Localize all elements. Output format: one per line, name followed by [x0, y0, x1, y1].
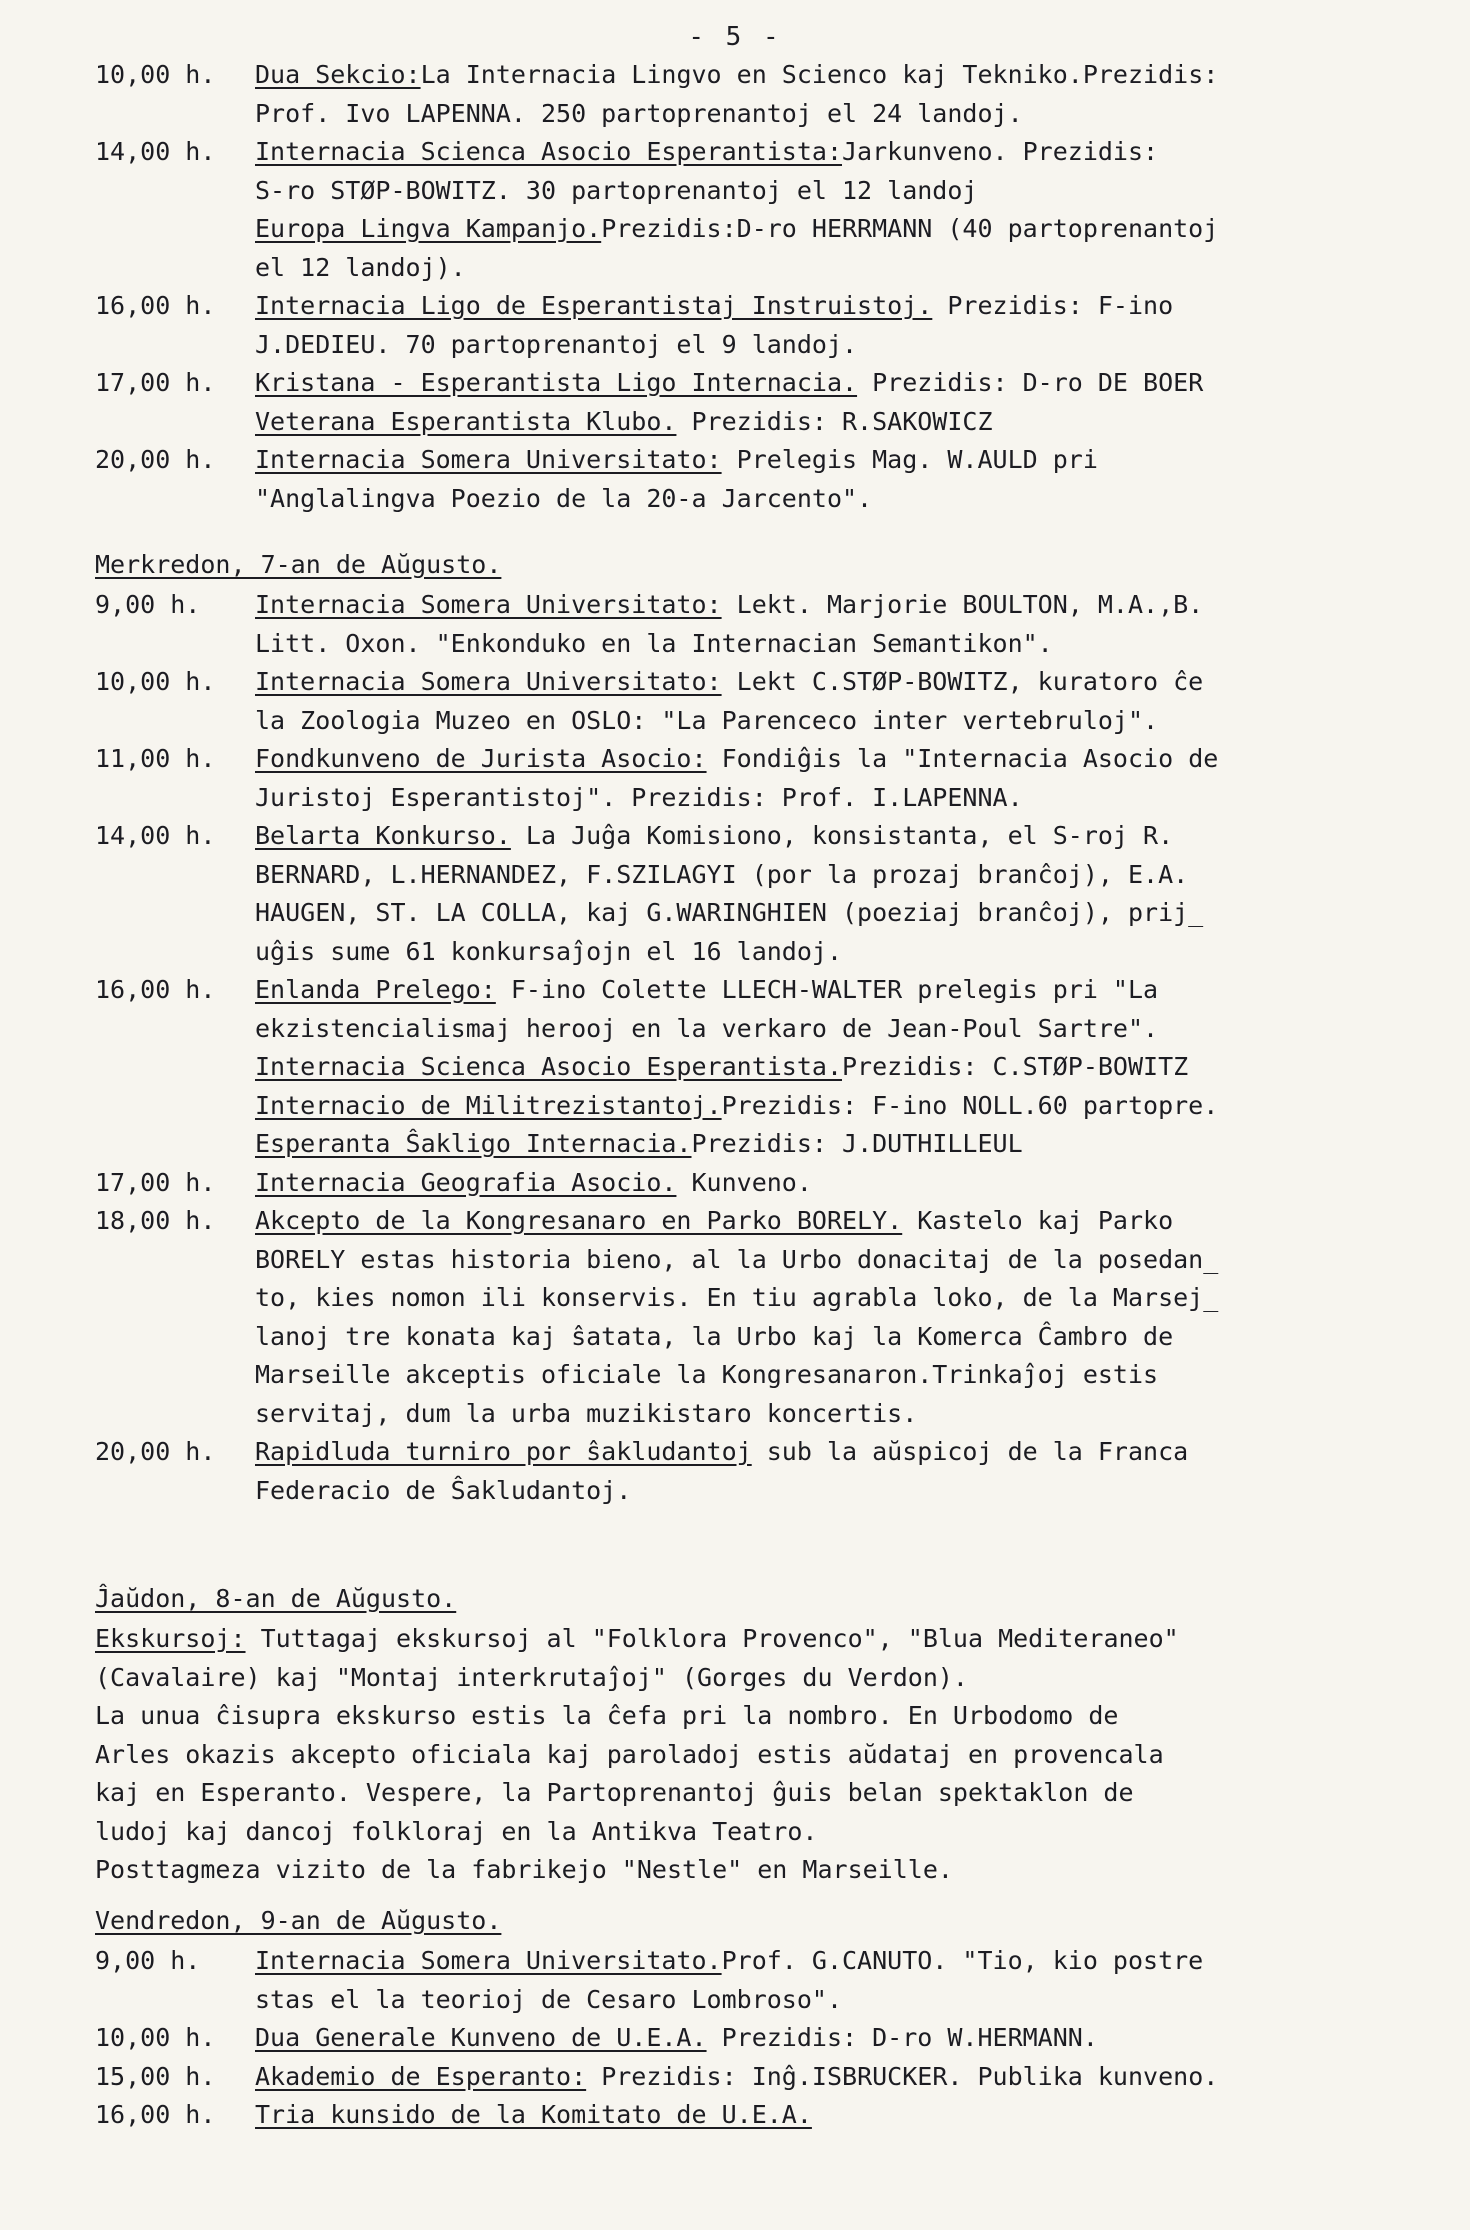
schedule-line: [95, 1472, 1415, 1511]
thursday-heading: Ĵaŭdon, 8-an de Aŭgusto.: [95, 1584, 457, 1613]
schedule-line: [95, 172, 1415, 211]
event-text: Prezidis: R.SAKOWICZ: [676, 406, 993, 436]
thursday-line: Posttagmeza vizito de la fabrikejo "Nestle" en Marseille.: [95, 1855, 953, 1884]
event-text: Prof. Ivo LAPENNA. 250 partoprenantoj el 24 landoj.: [255, 98, 1023, 128]
event-title: Europa Lingva Kampanjo.: [255, 214, 602, 243]
schedule-line: [95, 1010, 1415, 1049]
event-text: Prezidis: D-ro DE BOER: [857, 368, 1204, 397]
schedule-line: [95, 933, 1415, 972]
schedule-line: [95, 133, 1415, 172]
time-label: 9,00 h.: [95, 590, 201, 619]
schedule-line: [95, 364, 1415, 403]
event-title: Internacia Geografia Asocio.: [255, 1167, 677, 1197]
event-text: Prezidis: D-ro W.HERMANN.: [706, 2023, 1098, 2052]
event-text: BERNARD, L.HERNANDEZ, F.SZILAGYI (por la prozaj branĉoj), E.A.: [255, 859, 1189, 889]
event-title: Internacia Somera Universitato.: [255, 1946, 722, 1975]
event-text: lanoj tre konata kaj ŝatata, la Urbo kaj la Komerca Ĉambro de: [255, 1321, 1174, 1351]
time-label: 20,00 h.: [95, 445, 216, 474]
schedule-line: [95, 249, 1415, 288]
time-label: 15,00 h.: [95, 2061, 216, 2091]
event-title: Internacia Scienca Asocio Esperantista:: [255, 137, 842, 166]
event-text: La Internacia Lingvo en Scienco kaj Tekniko.Prezidis:: [420, 60, 1219, 89]
event-text: Jarkunveno. Prezidis:: [842, 137, 1159, 166]
time-label: 20,00 h.: [95, 1437, 216, 1466]
time-label: 16,00 h.: [95, 975, 216, 1004]
schedule-line: [95, 1981, 1415, 2020]
schedule-line: [95, 56, 1415, 95]
schedule-line: [95, 740, 1415, 779]
event-title: Rapidluda turniro por ŝakludantoj: [255, 1437, 752, 1466]
schedule-line: [95, 625, 1415, 664]
friday-heading: Vendredon, 9-an de Aŭgusto.: [95, 1906, 502, 1935]
event-text: Kunveno.: [676, 1167, 812, 1197]
event-text: Prof. G.CANUTO. "Tio, kio postre: [721, 1946, 1204, 1975]
event-text: Fondiĝis la "Internacia Asocio de: [706, 744, 1219, 773]
schedule-line: [95, 1087, 1415, 1126]
event-title: Belarta Konkurso.: [255, 821, 511, 850]
wednesday-heading: Merkredon, 7-an de Aŭgusto.: [95, 550, 502, 579]
wednesday-section: [95, 586, 1415, 1510]
time-label: 16,00 h.: [95, 291, 216, 320]
event-text: "Anglalingva Poezio de la 20-a Jarcento".: [255, 483, 873, 513]
thursday-line: Arles okazis akcepto oficiala kaj paroladoj estis aŭdataj en provencala: [95, 1739, 1164, 1769]
time-label: 9,00 h.: [95, 1946, 201, 1975]
event-text: Kastelo kaj Parko: [902, 1206, 1174, 1235]
thursday-header: [95, 1580, 1415, 1619]
event-title: Akademio de Esperanto:: [255, 2061, 587, 2091]
schedule-line: [95, 480, 1415, 519]
time-label: 17,00 h.: [95, 1167, 216, 1197]
schedule-line: [95, 1048, 1415, 1087]
event-title: Dua Sekcio:: [255, 60, 421, 89]
schedule-line: [95, 1202, 1415, 1241]
excursion-label: Ekskursoj:: [95, 1624, 246, 1653]
event-text: Lekt. Marjorie BOULTON, M.A.,B.: [721, 590, 1204, 619]
event-title: Internacia Somera Universitato:: [255, 590, 722, 619]
schedule-line: [95, 779, 1415, 818]
event-text: Prezidis:D-ro HERRMANN (40 partoprenantoj: [601, 214, 1219, 243]
event-text: Marseille akceptis oficiale la Kongresanaron.Trinkaĵoj estis: [255, 1360, 1159, 1389]
event-title: Internacia Somera Universitato:: [255, 445, 722, 474]
event-title: Internacia Scienca Asocio Esperantista.: [255, 1052, 842, 1081]
schedule-line: [95, 971, 1415, 1010]
schedule-line: [95, 586, 1415, 625]
tuesday-section: [95, 56, 1415, 518]
thursday-line: La unua ĉisupra ekskurso estis la ĉefa pri la nombro. En Urbodomo de: [95, 1701, 1119, 1730]
event-text: J.DEDIEU. 70 partoprenantoj el 9 landoj.: [255, 329, 858, 359]
event-text: Juristoj Esperantistoj". Prezidis: Prof. I.LAPENNA.: [255, 782, 1023, 812]
event-text: HAUGEN, ST. LA COLLA, kaj G.WARINGHIEN (poeziaj branĉoj), prij_: [255, 898, 1204, 927]
schedule-line: [95, 210, 1415, 249]
thursday-line: ludoj kaj dancoj folkloraj en la Antikva Teatro.: [95, 1816, 818, 1846]
event-text: S-ro STØP-BOWITZ. 30 partoprenantoj el 12 landoj: [255, 175, 978, 205]
schedule-line: [95, 326, 1415, 365]
page-number: - 5 -: [688, 22, 782, 52]
event-text: Prezidis: F-ino: [932, 291, 1174, 320]
event-text: servitaj, dum la urba muzikistaro koncertis.: [255, 1398, 918, 1428]
schedule-line: [95, 2096, 1415, 2135]
event-text: uĝis sume 61 konkursaĵojn el 16 landoj.: [255, 936, 842, 966]
friday-header: [95, 1902, 1415, 1941]
event-text: Federacio de Ŝakludantoj.: [255, 1475, 632, 1505]
event-title: Fondkunveno de Jurista Asocio:: [255, 744, 707, 773]
event-text: sub la aŭspicoj de la Franca: [751, 1437, 1189, 1466]
thursday-line: (Cavalaire) kaj "Montaj interkrutaĵoj" (Gorges du Verdon).: [95, 1662, 968, 1692]
event-text: Prezidis: Inĝ.ISBRUCKER. Publika kunveno.: [586, 2061, 1219, 2091]
time-label: 10,00 h.: [95, 60, 216, 89]
excursion-line: [95, 1620, 1415, 1659]
schedule-line: [95, 1164, 1415, 1203]
schedule-line: [95, 403, 1415, 442]
schedule-line: [95, 95, 1415, 134]
time-label: 14,00 h.: [95, 821, 216, 850]
friday-section: [95, 1942, 1415, 2135]
schedule-line: [95, 817, 1415, 856]
schedule-line: [95, 1433, 1415, 1472]
time-label: 14,00 h.: [95, 137, 216, 166]
event-title: Kristana - Esperantista Ligo Internacia.: [255, 368, 858, 397]
schedule-line: [95, 441, 1415, 480]
schedule-line: [95, 1318, 1415, 1357]
event-text: Lekt C.STØP-BOWITZ, kuratoro ĉe: [721, 667, 1204, 696]
event-text: Prezidis: J.DUTHILLEUL: [691, 1129, 1023, 1158]
time-label: 10,00 h.: [95, 2023, 216, 2052]
event-text: Prezidis: C.STØP-BOWITZ: [842, 1052, 1189, 1081]
event-text: stas el la teorioj de Cesaro Lombroso".: [255, 1984, 842, 2014]
excursion-text: Tuttagaj ekskursoj al "Folklora Provenco", "Blua Mediteraneo": [245, 1624, 1179, 1653]
event-title: Dua Generale Kunveno de U.E.A.: [255, 2023, 707, 2052]
schedule-line: [95, 1356, 1415, 1395]
schedule-line: [95, 2058, 1415, 2097]
schedule-line: [95, 1279, 1415, 1318]
event-text: el 12 landoj).: [255, 252, 466, 282]
event-title: Tria kunsido de la Komitato de U.E.A.: [255, 2100, 812, 2129]
thursday-line: kaj en Esperanto. Vespere, la Partoprenantoj ĝuis belan spektaklon de: [95, 1778, 1134, 1807]
time-label: 16,00 h.: [95, 2100, 216, 2129]
event-text: to, kies nomon ili konservis. En tiu agrabla loko, de la Marsej_: [255, 1283, 1219, 1312]
event-title: Internacio de Militrezistantoj.: [255, 1090, 722, 1120]
time-label: 10,00 h.: [95, 667, 216, 696]
time-label: 18,00 h.: [95, 1206, 216, 1235]
event-title: Internacia Somera Universitato:: [255, 667, 722, 696]
schedule-line: [95, 702, 1415, 741]
event-title: Enlanda Prelego:: [255, 975, 496, 1004]
time-label: 11,00 h.: [95, 744, 216, 773]
schedule-line: [95, 2019, 1415, 2058]
event-title: Veterana Esperantista Klubo.: [255, 406, 677, 436]
event-text: la Zoologia Muzeo en OSLO: "La Parenceco inter vertebruloj".: [255, 705, 1159, 735]
event-title: Internacia Ligo de Esperantistaj Instruistoj.: [255, 291, 933, 320]
schedule-line: [95, 287, 1415, 326]
wednesday-header: [95, 546, 1415, 585]
schedule-line: [95, 1942, 1415, 1981]
schedule-line: [95, 663, 1415, 702]
thursday-section: [95, 1620, 1415, 1890]
event-text: La Juĝa Komisiono, konsistanta, el S-roj R.: [510, 821, 1174, 850]
event-title: Esperanta Ŝakligo Internacia.: [255, 1129, 692, 1158]
schedule-line: [95, 894, 1415, 933]
event-text: Litt. Oxon. "Enkonduko en la Internacian Semantikon".: [255, 628, 1053, 658]
schedule-line: [95, 856, 1415, 895]
time-label: 17,00 h.: [95, 368, 216, 397]
event-title: Akcepto de la Kongresanaro en Parko BORELY.: [255, 1206, 903, 1235]
event-text: ekzistencialismaj herooj en la verkaro de Jean-Poul Sartre".: [255, 1013, 1159, 1043]
schedule-line: [95, 1395, 1415, 1434]
schedule-line: [95, 1241, 1415, 1280]
event-text: BORELY estas historia bieno, al la Urbo donacitaj de la posedan_: [255, 1244, 1219, 1274]
event-text: Prezidis: F-ino NOLL.60 partopre.: [721, 1090, 1219, 1120]
schedule-line: [95, 1125, 1415, 1164]
event-text: Prelegis Mag. W.AULD pri: [721, 445, 1098, 474]
event-text: F-ino Colette LLECH-WALTER prelegis pri "La: [495, 975, 1159, 1004]
